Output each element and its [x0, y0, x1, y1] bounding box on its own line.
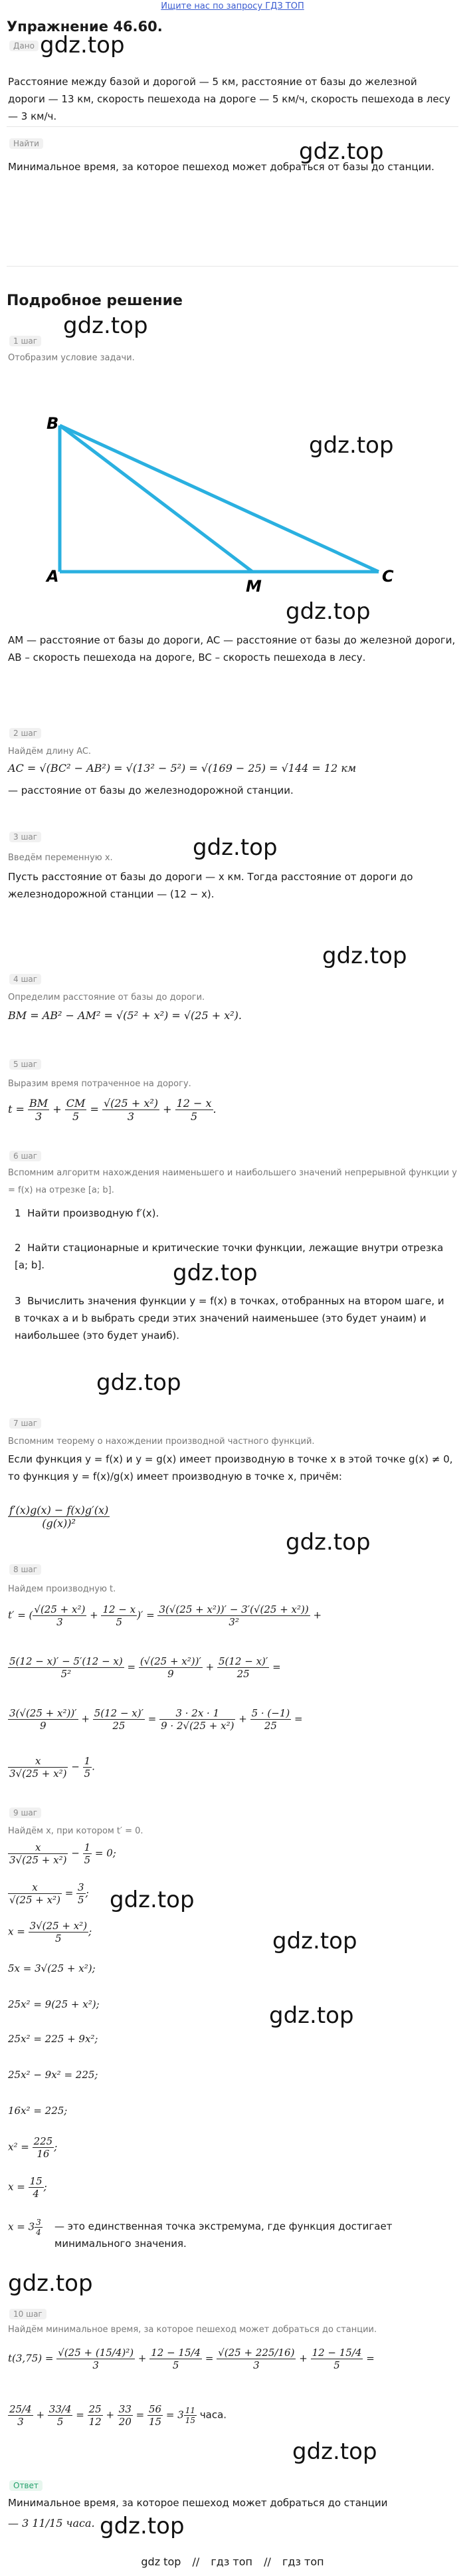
watermark: gdz.top: [269, 2002, 354, 2029]
list-item: 3 Вычислить значения функции y = f(x) в точках, отобранных на втором шаге, и в точках a и b выбрать среди этих значений наименьшее (это будет yнаим) и наибольшее (это будет yнаиб).: [15, 1295, 444, 1342]
watermark: gdz.top: [63, 312, 148, 339]
footer-sep: //: [192, 2555, 200, 2568]
step-desc: Выразим время потраченное на дорогу.: [8, 1079, 191, 1089]
step9-eq-6: x = 3 $\frac{3}{4}$: [8, 2218, 41, 2237]
segment-BM: [60, 425, 252, 572]
triangle-diagram: [33, 399, 405, 598]
step8-formula-3: $\frac{\text{3(√(25 + x²))′}}{9}$ + $\frac{5(12 - x)'}{25}$ = $\frac{3 \cdot 2x \cdot 1}{\text{9 · 2√(25 + x²)}}$ + $\frac{5 \cdot (-1)}{25}$ =: [9, 1707, 303, 1732]
watermark: gdz.top: [286, 1529, 371, 1556]
watermark: gdz.top: [100, 2513, 185, 2539]
footer: [0, 2555, 465, 2568]
watermark: gdz.top: [96, 1369, 181, 1396]
watermark: gdz.top: [309, 432, 394, 459]
footer-link[interactable]: гдз топ: [211, 2555, 252, 2568]
point-label-C: C: [382, 567, 394, 586]
watermark: gdz.top: [322, 943, 407, 969]
point-label-A: A: [46, 567, 59, 586]
step9-line: 16x² = 225;: [8, 2105, 68, 2117]
step5-formula: t = $\frac{BM}{3}$ + $\frac{CM}{5}$ = $\frac{\text{√(25 + x²)}}{3}$ + $\frac{12 - x}{5}$ .: [8, 1097, 217, 1123]
watermark: gdz.top: [286, 598, 371, 625]
step8-formula-2: $\frac{5(12 - x)' - 5'(12 - x)}{\text{5²}}$ = $\frac{\text{(√(25 + x²))′}}{9}$ + $\frac{5(12 - x)'}{25}$ =: [9, 1655, 281, 1680]
given-text: Расстояние между базой и дорогой — 5 км, расстояние от базы до железной дороги — 13 км, скорость пешехода на дороге — 5 км/ч, скорость пешехода в лесу — 3 км/ч.: [8, 76, 450, 122]
watermark: gdz.top: [110, 1887, 195, 1913]
answer-value: — 3 11/15 часа.: [8, 2517, 95, 2529]
step-desc: Найдём x, при котором t′ = 0.: [8, 1826, 143, 1836]
step8-formula-1: t′ = ( $\frac{\text{√(25 + x²)}}{3}$ + $\frac{12 - x}{5}$ )′ = $\frac{\text{3(√(25 + x²))′ − 3′(√(25 + x²))}}{\text{3²}}$ +: [8, 1603, 322, 1628]
step-label: 3 шаг: [9, 832, 41, 842]
page-title: Упражнение 46.60.: [7, 19, 163, 35]
step-label: 10 шаг: [9, 2309, 46, 2319]
step8-formula-4: $\frac{x}{\text{3√(25 + x²)}}$ − $\frac{1}{5}$ .: [9, 1755, 95, 1780]
step9-final-text: — это единственная точка экстремума, где функция достигает минимального значения.: [54, 2220, 393, 2250]
step-label: 6 шаг: [9, 1151, 41, 1161]
step9-eq-4: x² = $\frac{225}{16}$ ;: [8, 2135, 58, 2160]
step-desc: Найдем производную t.: [8, 1584, 116, 1594]
step9-line: 25x² = 225 + 9x²;: [8, 2033, 98, 2045]
step-label: 5 шаг: [9, 1059, 41, 1070]
find-text: Минимальное время, за которое пешеход может добраться от базы до станции.: [8, 161, 434, 173]
watermark: gdz.top: [299, 138, 384, 165]
step10-formula-2: $\frac{25/4}{3}$ + $\frac{33/4}{5}$ = $\frac{25}{12}$ + $\frac{33}{20}$ = $\frac{56}{15}$ = 3 $\frac{11}{15}$ часа.: [9, 2403, 227, 2428]
list-item: 1 Найти производную f′(x).: [15, 1207, 159, 1219]
step-label: 2 шаг: [9, 728, 41, 739]
step-desc: Найдём минимальное время, за которое пешеход может добраться до станции.: [8, 2325, 377, 2335]
point-label-M: M: [246, 577, 262, 596]
step-desc: Введём переменную x.: [8, 853, 113, 863]
step4-formula: BM = AB² − AM² = √(5² + x²) = √(25 + x²).: [8, 1009, 242, 1022]
footer-sep: //: [264, 2555, 271, 2568]
watermark: gdz.top: [272, 1928, 357, 1954]
step9-eq-1: $\frac{x}{\text{3√(25 + x²)}}$ − $\frac{1}{5}$ = 0;: [9, 1841, 116, 1866]
step7-formula: $\frac{f'(x)g(x) - f(x)g'(x)}{\text{(g(x))²}}$: [9, 1504, 109, 1530]
step-label: 8 шаг: [9, 1564, 41, 1575]
step2-formula: AC = √(BC² − AB²) = √(13² − 5²) = √(169 − 25) = √144 = 12 км: [8, 762, 357, 774]
step2-text: — расстояние от базы до железнодорожной станции.: [8, 784, 294, 796]
given-label: Дано: [9, 41, 39, 51]
step-desc: Вспомним теорему о нахождении производной частного функций.: [8, 1437, 315, 1447]
solution-title: Подробное решение: [7, 293, 183, 309]
step-desc: Найдём длину AC.: [8, 747, 92, 757]
step-label: 1 шаг: [9, 336, 41, 346]
find-label: Найти: [9, 138, 43, 149]
step9-line: 25x² − 9x² = 225;: [8, 2069, 98, 2081]
step-label: 9 шаг: [9, 1808, 41, 1818]
step-desc: Отобразим условие задачи.: [8, 353, 135, 363]
top-search-link[interactable]: Ищите нас по запросу ГДЗ ТОП: [161, 1, 304, 11]
step7-text: Если функция y = f(x) и y = g(x) имеет производную в точке x в этой точке g(x) ≠ 0, то функция y = f(x)/g(x) имеет производную в точке x, причём:: [8, 1453, 453, 1482]
watermark: gdz.top: [40, 32, 125, 59]
step9-eq-5: x = $\frac{15}{4}$ ;: [8, 2175, 47, 2200]
answer-text: Минимальное время, за которое пешеход может добраться до станции: [8, 2497, 388, 2509]
step3-text: Пусть расстояние от базы до дороги — x км. Тогда расстояние от дороги до железнодорожной станции — (12 − x).: [8, 871, 413, 900]
watermark: gdz.top: [193, 834, 278, 861]
footer-link[interactable]: гдз топ: [282, 2555, 324, 2568]
step9-eq-3: x = $\frac{\text{3√(25 + x²)}}{5}$ ;: [8, 1920, 92, 1944]
step9-line: 25x² = 9(25 + x²);: [8, 1998, 100, 2010]
step9-line: 5x = 3√(25 + x²);: [8, 1962, 96, 1974]
step10-formula-1: t(3,75) = $\frac{\text{√(25 + (15/4)²)}}{3}$ + $\frac{12 - 15/4}{5}$ = $\frac{√(25 + 225/16)}{3}$ + $\frac{12 - 15/4}{5}$ =: [8, 2347, 375, 2371]
watermark: gdz.top: [292, 2438, 377, 2465]
step-desc: Вспомним алгоритм нахождения наименьшего и наибольшего значений непрерывной функции y = f(x) на отрезке [a; b].: [8, 1168, 457, 1195]
step-label: 4 шаг: [9, 974, 41, 985]
step-label: 7 шаг: [9, 1418, 41, 1429]
step9-eq-2: $\frac{x}{\text{√(25 + x²)}}$ = $\frac{3}{5}$ ;: [9, 1881, 89, 1906]
step-desc: Определим расстояние от базы до дороги.: [8, 993, 205, 1002]
answer-label: Ответ: [9, 2480, 43, 2491]
step1-text: AM — расстояние от базы до дороги, AC — расстояние от базы до железной дороги, AB – скорость пешехода на дороге, BC – скорость пешехода в лесу.: [8, 634, 456, 663]
footer-link[interactable]: gdz top: [141, 2555, 181, 2568]
watermark: gdz.top: [8, 2270, 93, 2297]
list-item: 2 Найти стационарные и критические точки функции, лежащие внутри отрезка [a; b].: [15, 1242, 444, 1271]
point-label-B: B: [46, 414, 59, 433]
watermark: gdz.top: [173, 1260, 258, 1286]
